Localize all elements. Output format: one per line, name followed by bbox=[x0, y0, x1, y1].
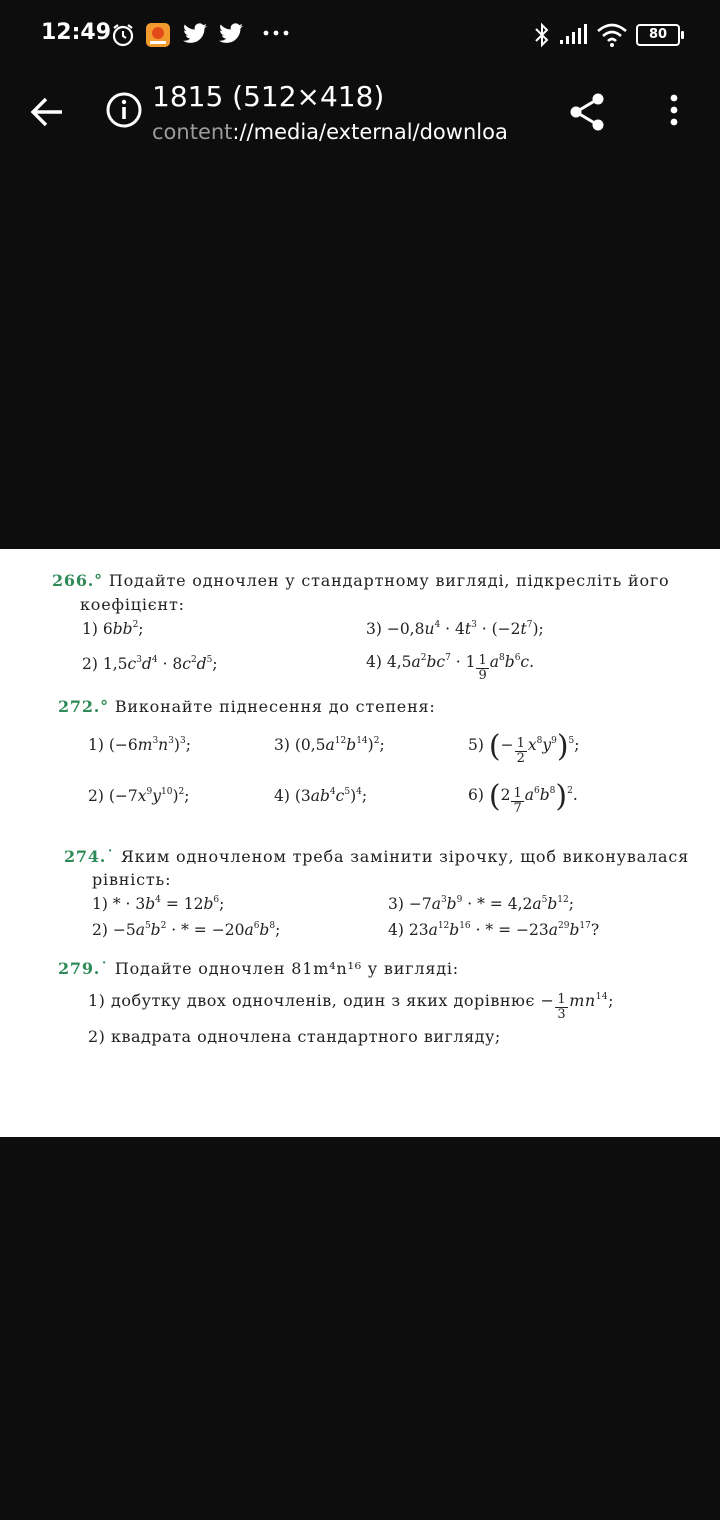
problem-266-heading bbox=[52, 571, 670, 590]
exercise-item: 3) $(0,5a^{12}b^{14})^2$; bbox=[274, 736, 385, 754]
status-time: 12:49 bbox=[41, 20, 112, 45]
problem-number: 272.° bbox=[58, 697, 109, 716]
problem-272-heading bbox=[58, 697, 436, 716]
problem-text: Подайте одночлен у стандартному вигляді, підкресліть його bbox=[108, 571, 670, 590]
problem-text: Яким одночленом треба замінити зірочку, щоб виконувалася bbox=[120, 847, 689, 866]
problem-text-continued: коефіцієнт: bbox=[80, 595, 185, 614]
more-vert-icon[interactable] bbox=[662, 92, 686, 132]
info-icon[interactable] bbox=[104, 90, 144, 130]
problem-274-heading bbox=[64, 847, 689, 866]
exercise-item: 2) $(-7x^9y^{10})^2$; bbox=[88, 787, 190, 805]
battery-icon: 80 bbox=[636, 24, 680, 46]
path-scheme: content bbox=[152, 120, 233, 144]
exercise-item: 4) $4,5a^2bc^7 \cdot 1$ $\frac{1}{9}$ $a^8b^6c$. bbox=[366, 653, 535, 683]
exercise-item: 1) * · $3b^4 = 12b^6$; bbox=[92, 895, 225, 913]
problem-number: 279.˙ bbox=[58, 959, 109, 978]
share-icon[interactable] bbox=[566, 90, 610, 134]
exercise-item: $3) -0,8u^4 \cdot 4t^3 \cdot (-2t^7)$; bbox=[366, 620, 544, 638]
wifi-icon bbox=[596, 22, 628, 52]
more-notifications-icon bbox=[262, 24, 290, 43]
exercise-item: 4) $(3ab^4c^5)^4$; bbox=[274, 787, 368, 805]
app-bar bbox=[0, 70, 720, 160]
app-notification-icon bbox=[145, 22, 171, 52]
path-rest: ://media/external/downloa bbox=[232, 120, 508, 144]
exercise-item: 2) $1,5c^3d^4 \cdot 8c^2d^5$; bbox=[82, 655, 218, 673]
problem-number: 274.˙ bbox=[64, 847, 115, 866]
problem-text: Виконайте піднесення до степеня: bbox=[114, 697, 436, 716]
signal-icon bbox=[558, 22, 588, 50]
problem-number: 266.° bbox=[52, 571, 103, 590]
exercise-item: 5) (− $\frac{1}{2}$ $x^8y^9)^5$; bbox=[468, 729, 580, 766]
twitter-icon bbox=[218, 22, 244, 50]
exercise-item: 1) $6bb^2$; bbox=[82, 620, 144, 638]
image-title: 1815 (512×418) bbox=[152, 80, 385, 113]
exercise-item: 6) (2 $\frac{1}{7}$ $a^6b^8)^2$. bbox=[468, 779, 578, 816]
exercise-item: 1) добутку двох одночленів, один з яких дорівнює − $\frac{1}{3}$ $mn^{14}$; bbox=[88, 991, 615, 1022]
exercise-item: 1) $(-6m^3n^3)^3$; bbox=[88, 736, 191, 754]
twitter-icon bbox=[182, 22, 208, 50]
problem-text: Подайте одночлен 81m⁴n¹⁶ у вигляді: bbox=[114, 959, 459, 978]
image-path bbox=[152, 120, 524, 144]
exercise-item: $3) -7a^3b^9$ · * = $4,2a^5b^{12}$; bbox=[388, 895, 574, 913]
exercise-item: 4) $23a^{12}b^{16}$ · * = $-23a^{29}b^{17}$? bbox=[388, 921, 600, 939]
bluetooth-icon bbox=[532, 22, 552, 52]
exercise-item: $2) -5a^5b^2$ · * = $-20a^6b^8$; bbox=[92, 921, 281, 939]
exercise-item: 2) квадрата одночлена стандартного вигляду; bbox=[88, 1027, 501, 1046]
back-arrow-icon[interactable] bbox=[26, 90, 70, 134]
problem-text-continued: рівність: bbox=[92, 870, 172, 889]
problem-279-heading bbox=[58, 959, 459, 978]
status-bar bbox=[0, 0, 720, 70]
document-image[interactable] bbox=[0, 549, 720, 1137]
alarm-icon bbox=[110, 22, 136, 52]
